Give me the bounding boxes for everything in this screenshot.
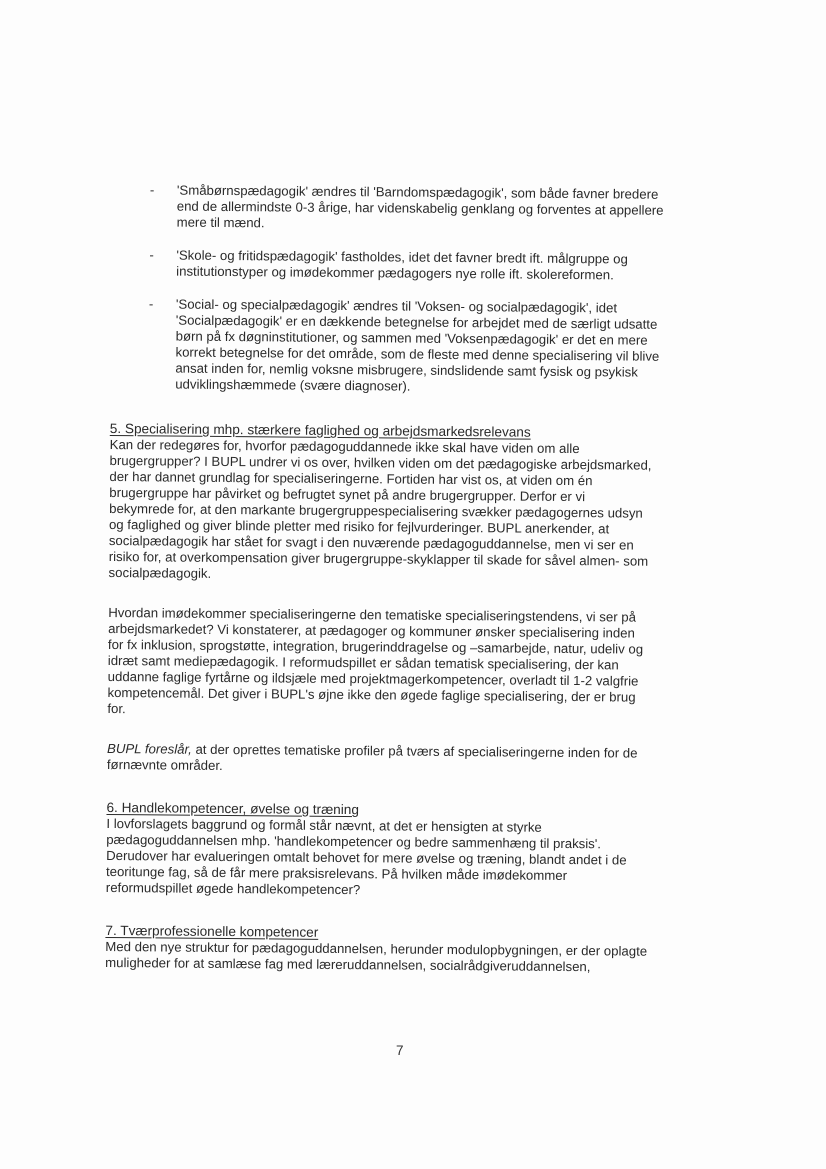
text-line: socialpædagogik har stået for svagt i den nuværende pædagoguddannelse, men vi ser en bbox=[108, 532, 634, 553]
page-body bbox=[105, 182, 712, 976]
text-line: førnævnte områder. bbox=[106, 756, 223, 773]
text-line: reformudspillet øgede handlekompetencer? bbox=[105, 879, 361, 898]
bullet-line: 'Social- og specialpædagogik' ændres til 'Voksen- og socialpædagogik', idet bbox=[175, 296, 618, 316]
paragraph bbox=[107, 605, 708, 722]
bullet-dash: - bbox=[148, 296, 154, 312]
text-line: pædagoguddannelsen mhp. 'handlekompetencer og bedre sammenhæng til praksis'. bbox=[106, 831, 602, 852]
text-line: bekymrede for, at den markante brugergruppespecialisering svækker pædagogernes udsyn bbox=[109, 500, 643, 521]
bullet-line: mere til mænd. bbox=[176, 214, 265, 231]
text-line: for fx inklusion, sprogstøtte, integration, brugerinddragelse og –samarbejde, natur, udeliv og bbox=[107, 636, 644, 657]
text-line: I lovforslagets baggrund og formål står nævnt, at det er hensigten at styrke bbox=[106, 815, 542, 835]
text-line: brugergrupper? I BUPL undrer vi os over, hvilken viden om det pædagogiske arbejdsmarked, bbox=[109, 452, 652, 473]
bullet-dash: - bbox=[149, 247, 154, 263]
text-line: for. bbox=[107, 700, 126, 717]
proposal-paragraph bbox=[107, 741, 707, 778]
section-heading-7: 7. Tværprofessionelle kompetencer bbox=[105, 922, 319, 940]
text-line: kompetencemål. Det giver i BUPL's øjne ikke den øgede faglige specialisering, der er brug bbox=[107, 684, 636, 705]
bullet-line: 'Socialpædagogik' er en dækkende betegnelse for arbejdet med de særligt udsatte bbox=[175, 312, 658, 332]
bullet-line: ansat inden for, nemlig voksne misbrugere, sindslidende samt fysisk og psykisk bbox=[175, 360, 638, 380]
bullet-line: børn på fx døgninstitutioner, og sammen med 'Voksenpædagogik' er det en mere bbox=[175, 328, 648, 348]
text-line: der har dannet grundlag for specialiseringerne. Fortiden har vist os, at viden om én bbox=[109, 468, 593, 489]
paragraph bbox=[106, 816, 707, 901]
paragraph bbox=[105, 939, 705, 976]
text-line: Hvordan imødekommer specialiseringerne den tematiske specialiseringstendens, vi ser på bbox=[108, 604, 637, 625]
section-heading-5: 5. Specialisering mhp. stærkere faglighed og arbejdsmarkedsrelevans bbox=[109, 420, 531, 440]
bullet-line: udviklingshæmmede (svære diagnoser). bbox=[175, 376, 411, 394]
section-heading-6: 6. Handlekompetencer, øvelse og træning bbox=[106, 799, 359, 818]
text-line: socialpædagogik. bbox=[108, 564, 212, 581]
text-line: idræt samt mediepædagogik. I reformudspillet er sådan tematisk specialisering, der kan bbox=[107, 652, 619, 673]
text-line: uddanne faglige fyrtårne og ildsjæle med projektmagerkompetencer, overladt til 1-2 valgfrie bbox=[107, 668, 639, 689]
bullet-line: 'Skole- og fritidspædagogik' fastholdes, idet det favner bredt ift. målgruppe og bbox=[176, 247, 628, 267]
bullet-item bbox=[110, 296, 711, 397]
bullet-line: 'Småbørnspædagogik' ændres til 'Barndomspædagogik', som både favner bredere bbox=[176, 182, 659, 202]
bullet-item bbox=[112, 182, 712, 235]
bullet-line: korrekt betegnelse for det område, som de fleste med denne specialisering vil blive bbox=[175, 344, 660, 364]
proposal-lead: BUPL foreslår, bbox=[106, 740, 192, 757]
text-line: muligheder for at samlæse fag med læreruddannelsen, socialrådgiveruddannelsen, bbox=[105, 954, 591, 975]
bullet-line: institutionstyper og imødekommer pædagogers nye rolle ift. skolereformen. bbox=[176, 263, 614, 283]
text-line: Derudover har evalueringen omtalt behovet for mere øvelse og træning, blandt andet i de bbox=[106, 847, 627, 868]
text-line: brugergruppe har påvirket og befrugtet synet på andre brugergrupper. Derfor er vi bbox=[109, 484, 586, 505]
text-line: Kan der redegøres for, hvorfor pædagoguddannede ikke skal have viden om alle bbox=[109, 436, 580, 457]
text-line: Med den nye struktur for pædagoguddannelsen, herunder modulopbygningen, er der oplagte bbox=[105, 938, 648, 959]
paragraph bbox=[109, 437, 710, 586]
text-line: teoritunge fag, så de får mere praksisrelevans. På hvilken måde imødekommer bbox=[105, 863, 568, 883]
text-line: arbejdsmarkedet? Vi konstaterer, at pædagoger og kommuner ønsker specialisering inden bbox=[108, 620, 635, 641]
text-line: og faglighed og giver blinde pletter med risiko for fejlvurderinger. BUPL anerkender, at bbox=[108, 516, 610, 537]
bullet-dash: - bbox=[149, 182, 155, 198]
bullet-line: end de allermindste 0-3 årige, har videnskabelig genklang og forventes at appellere bbox=[176, 198, 664, 218]
proposal-text: at der oprettes tematiske profiler på tværs af specialiseringerne inden for de bbox=[191, 741, 638, 761]
text-line: risiko for, at overkompensation giver brugergruppe-skyklapper til skade for såvel almen- som bbox=[108, 548, 649, 569]
bullet-item bbox=[111, 247, 711, 284]
page-number: 7 bbox=[396, 1043, 404, 1058]
